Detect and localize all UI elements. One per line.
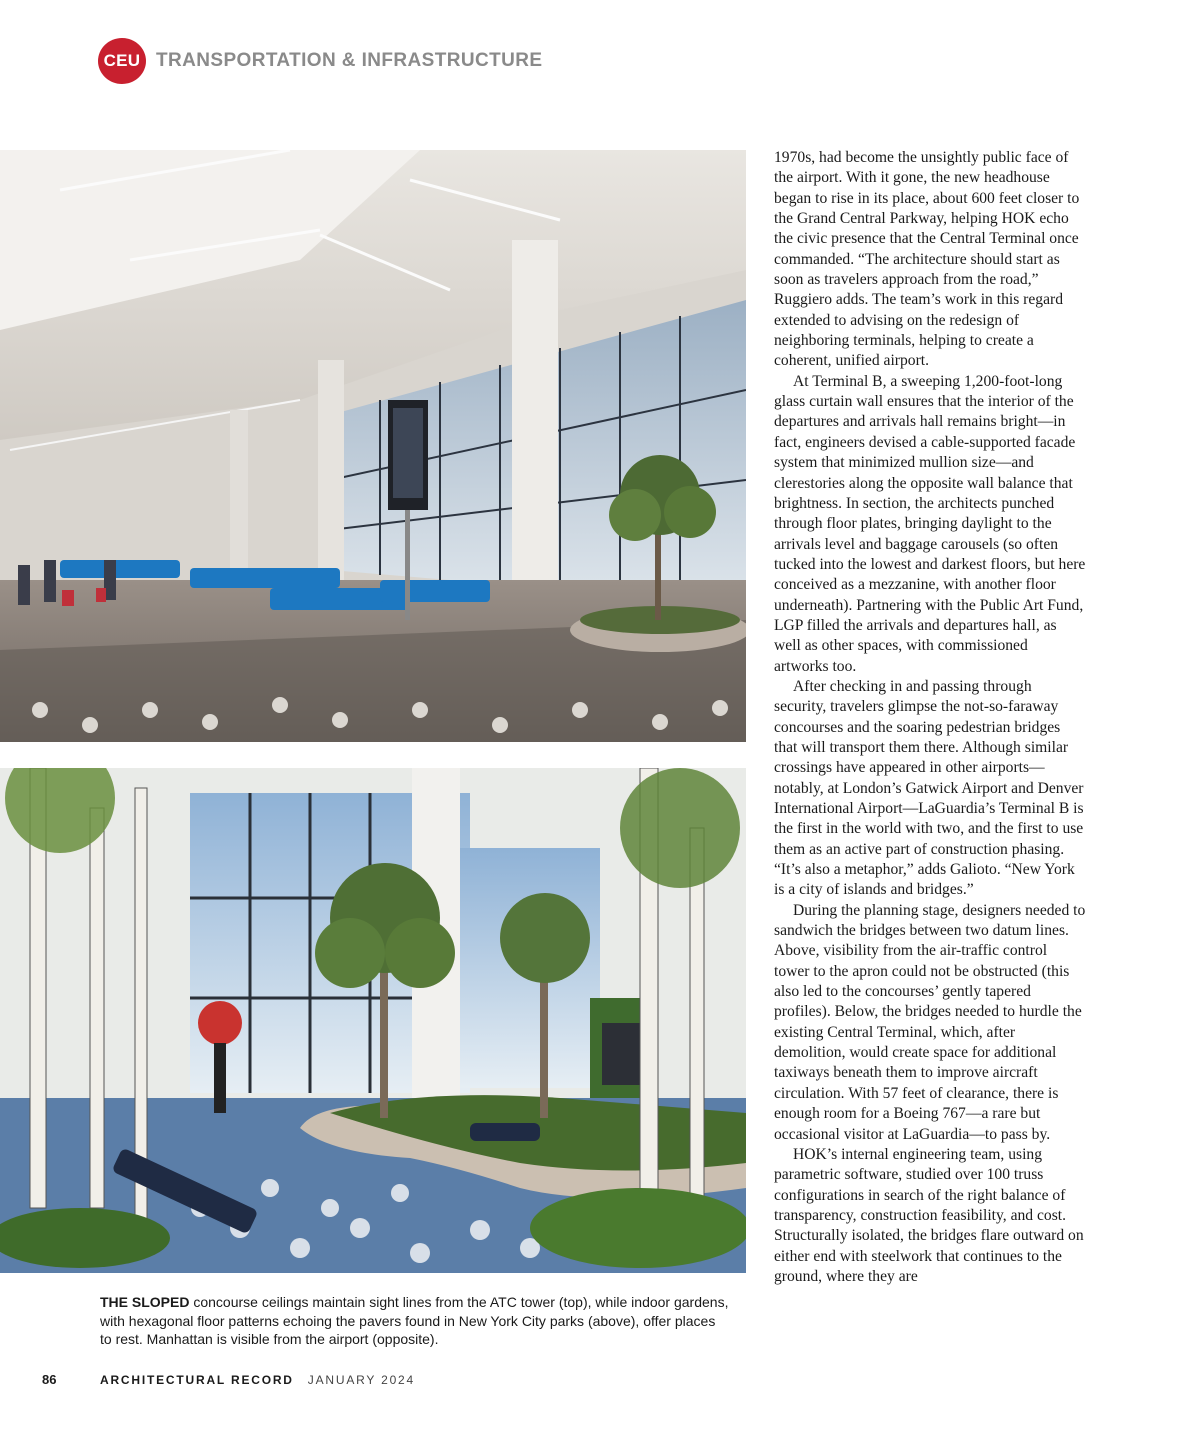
caption-text: concourse ceilings maintain sight lines from the ATC tower (top), while indoor gardens, with hexagonal floor patterns echoing the pavers found in New York City parks (above), offer places to rest. Manhattan is visible from the airport (opposite). <box>100 1294 729 1347</box>
issue-date: JANUARY 2024 <box>307 1373 415 1387</box>
article-paragraph: During the planning stage, designers needed to sandwich the bridges between two datum lines. Above, visibility from the air-traffic control tower to the apron could not be obstructed (this also led to the concourses’ gently tapered profiles). Below, the bridges needed to hurdle the existing Central Terminal, which, after demolition, would create space for additional taxiways beneath them to improve aircraft circulation. With 57 feet of clearance, there is enough room for a Boeing 767—a rare but occasional visitor at LaGuardia—to pass by. <box>774 901 1086 1143</box>
section-title: TRANSPORTATION & INFRASTRUCTURE <box>156 50 543 71</box>
ceu-badge: CEU <box>98 38 146 84</box>
article-paragraph: After checking in and passing through security, travelers glimpse the not-so-faraway concourses and the soaring pedestrian bridges that will transport them there. Although similar crossings have appeared in other airports—notably, at London’s Gatwick Airport and Denver International Airport—LaGuardia’s Terminal B is the first in the world with two, and the first to use them as an active part of construction phasing. “It’s also a metaphor,” adds Galioto. “New York is a city of islands and bridges.” <box>774 677 1084 899</box>
publication-name: ARCHITECTURAL RECORD <box>100 1373 294 1387</box>
caption-lead: THE SLOPED <box>100 1294 190 1310</box>
photo-caption <box>100 1293 730 1349</box>
article-paragraph: 1970s, had become the unsightly public face of the airport. With it gone, the new headhouse began to rise in its place, about 600 feet closer to the Grand Central Parkway, helping HOK echo the civic presence that the Central Terminal once commanded. “The architecture should start as soon as travelers approach from the road,” Ruggiero adds. The team’s work in this regard extended to advising on the redesign of neighboring terminals, helping to create a coherent, unified airport. <box>774 149 1080 370</box>
section-header <box>98 38 542 84</box>
article-paragraph: HOK’s internal engineering team, using parametric software, studied over 100 truss configurations in search of the right balance of transparency, construction feasibility, and cost. Structurally isolated, the bridges flare outward on either end with steelwork that continues to the ground, where they are <box>774 1145 1084 1285</box>
article-paragraph: At Terminal B, a sweeping 1,200-foot-long glass curtain wall ensures that the interior of the departures and arrivals hall remains bright—in fact, engineers devised a cable-supported facade system that minimized mullion size—and clerestories along the opposite wall balance that brightness. In section, the architects punched through floor plates, bringing daylight to the arrivals level and baggage carousels (so often tucked into the lowest and darkest floors, but here conceived as a mezzanine, with another floor underneath). Partnering with the Public Art Fund, LGP filled the arrivals and departures hall, as well as other spaces, with commissioned artworks too. <box>774 372 1086 675</box>
page-number: 86 <box>42 1372 57 1387</box>
departures-hall-photo <box>0 150 746 742</box>
indoor-garden-photo <box>0 768 746 1273</box>
page-footer <box>42 1372 415 1387</box>
article-body <box>774 148 1086 1287</box>
